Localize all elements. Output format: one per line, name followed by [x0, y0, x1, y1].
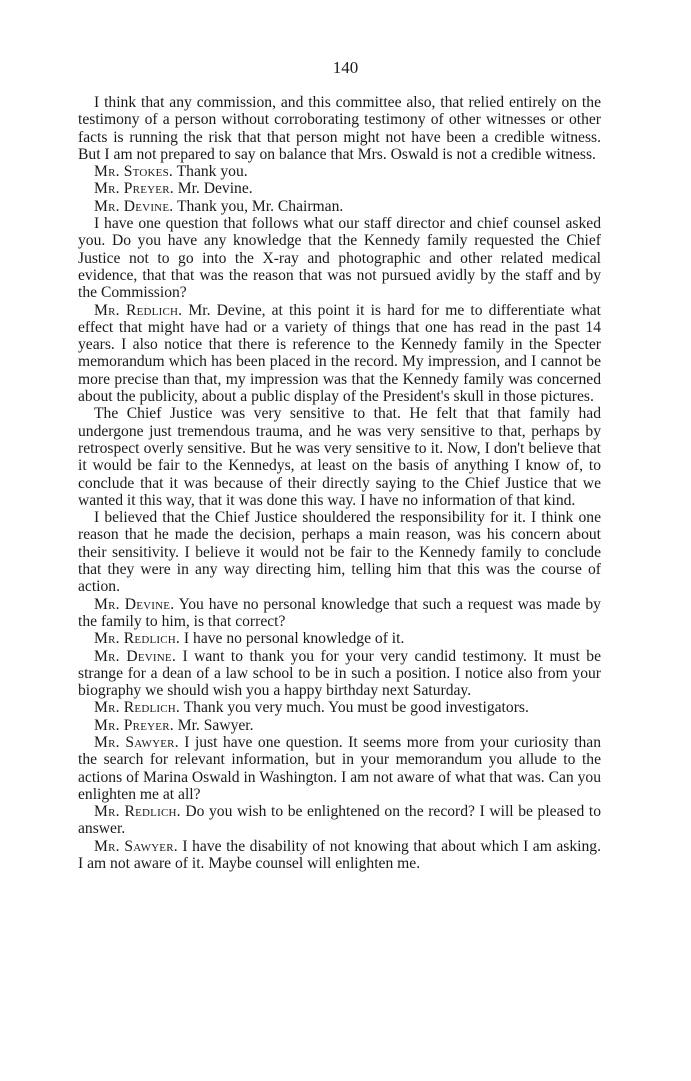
paragraph-text: I believed that the Chief Justice shouldered the responsibility for it. I think one reason that he made the decision, perhaps a main reason, was his concern about their sensitivity. I believe it would not be fair to the Kennedy family to conclude that they were in any way directing him, telling him that this was the course of action.	[78, 509, 601, 596]
speaker-name: Mr. Redlich.	[94, 630, 181, 648]
paragraph	[78, 838, 601, 873]
paragraph	[78, 215, 601, 301]
paragraph-text: Do you wish to be enlightened on the record? I will be pleased to answer.	[78, 803, 601, 838]
paragraph-text: I want to thank you for your very candid testimony. It must be strange for a dean of a law school to be in such a position. I notice also from your biography we should wish you a happy birthday next Saturday.	[78, 647, 601, 700]
paragraph	[78, 596, 601, 631]
paragraph	[78, 717, 601, 734]
paragraph	[78, 405, 601, 509]
paragraph	[78, 509, 601, 595]
paragraph-text: I just have one question. It seems more from your curiosity than the search for relevant information, but in your memorandum you allude to the actions of Marina Oswald in Washington. I am not aware of what that was. Can you enlighten me at all?	[78, 733, 602, 803]
paragraph	[78, 803, 601, 838]
paragraph	[78, 699, 601, 716]
paragraph	[78, 648, 601, 700]
paragraph	[78, 302, 601, 406]
paragraph-text: Thank you.	[173, 163, 248, 181]
speaker-name: Mr. Sawyer.	[94, 733, 179, 751]
speaker-name: Mr. Devine.	[94, 595, 175, 613]
speaker-name: Mr. Devine.	[94, 647, 176, 665]
speaker-name: Mr. Preyer.	[94, 716, 174, 734]
testimony-text	[78, 94, 601, 872]
paragraph-text: You have no personal knowledge that such a request was made by the family to him, is that correct?	[78, 595, 601, 630]
paragraph-text: I have one question that follows what our staff director and chief counsel asked you. Do you have any knowledge that the Kennedy family requested the Chief Justice not to go into the X-ray and photographic and other related medical evidence, that that was the reason that was not pursued avidly by the staff and by the Commission?	[78, 215, 601, 302]
paragraph-text: The Chief Justice was very sensitive to that. He felt that that family had undergone just tremendous trauma, and he was very sensitive to that, perhaps by retrospect overly sensitive. But he was very sensitive to it. Now, I don't believe that it would be fair to the Kennedys, at least on the basis of anything I know of, to conclude that it was because of their directly saying to the Chief Justice that we wanted it this way, that it was done this way. I have no information of that kind.	[78, 405, 601, 509]
speaker-name: Mr. Redlich.	[94, 699, 181, 717]
paragraph	[78, 180, 601, 197]
paragraph-text: Thank you very much. You must be good investigators.	[180, 699, 529, 717]
paragraph-text: I have the disability of not knowing that about which I am asking. I am not aware of it. Maybe counsel will enlighten me.	[78, 837, 602, 873]
paragraph	[78, 94, 601, 163]
paragraph-text: I have no personal knowledge of it.	[180, 630, 405, 648]
speaker-name: Mr. Devine.	[94, 197, 174, 215]
paragraph	[78, 163, 601, 180]
speaker-name: Mr. Stokes.	[94, 163, 174, 181]
speaker-name: Mr. Preyer.	[94, 180, 174, 198]
paragraph	[78, 198, 601, 215]
speaker-name: Mr. Redlich.	[94, 803, 181, 821]
paragraph-text: Thank you, Mr. Chairman.	[173, 197, 344, 215]
speaker-name: Mr. Sawyer.	[94, 837, 178, 855]
paragraph-text: I think that any commission, and this committee also, that relied entirely on the testimony of a person without corroborating testimony of other witnesses or other facts is running the risk that that person might not have been a credible witness. But I am not prepared to say on balance that Mrs. Oswald is not a credible witness.	[78, 94, 601, 163]
paragraph-text: Mr. Devine, at this point it is hard for me to differentiate what effect that might have had or a variety of things that one has read in the past 14 years. I also notice that there is reference to the Kennedy family in the Specter memorandum which has been placed in the record. My impression, and I cannot be more precise than that, my impression was that the Kennedy family was concerned about the publicity, about a public display of the President's skull in those pictures.	[78, 301, 601, 406]
speaker-name: Mr. Redlich.	[94, 301, 183, 319]
paragraph-text: Mr. Devine.	[173, 180, 253, 198]
paragraph	[78, 630, 601, 647]
paragraph	[78, 734, 601, 803]
paragraph-text: Mr. Sawyer.	[173, 716, 254, 734]
page-number: 140	[332, 58, 359, 77]
